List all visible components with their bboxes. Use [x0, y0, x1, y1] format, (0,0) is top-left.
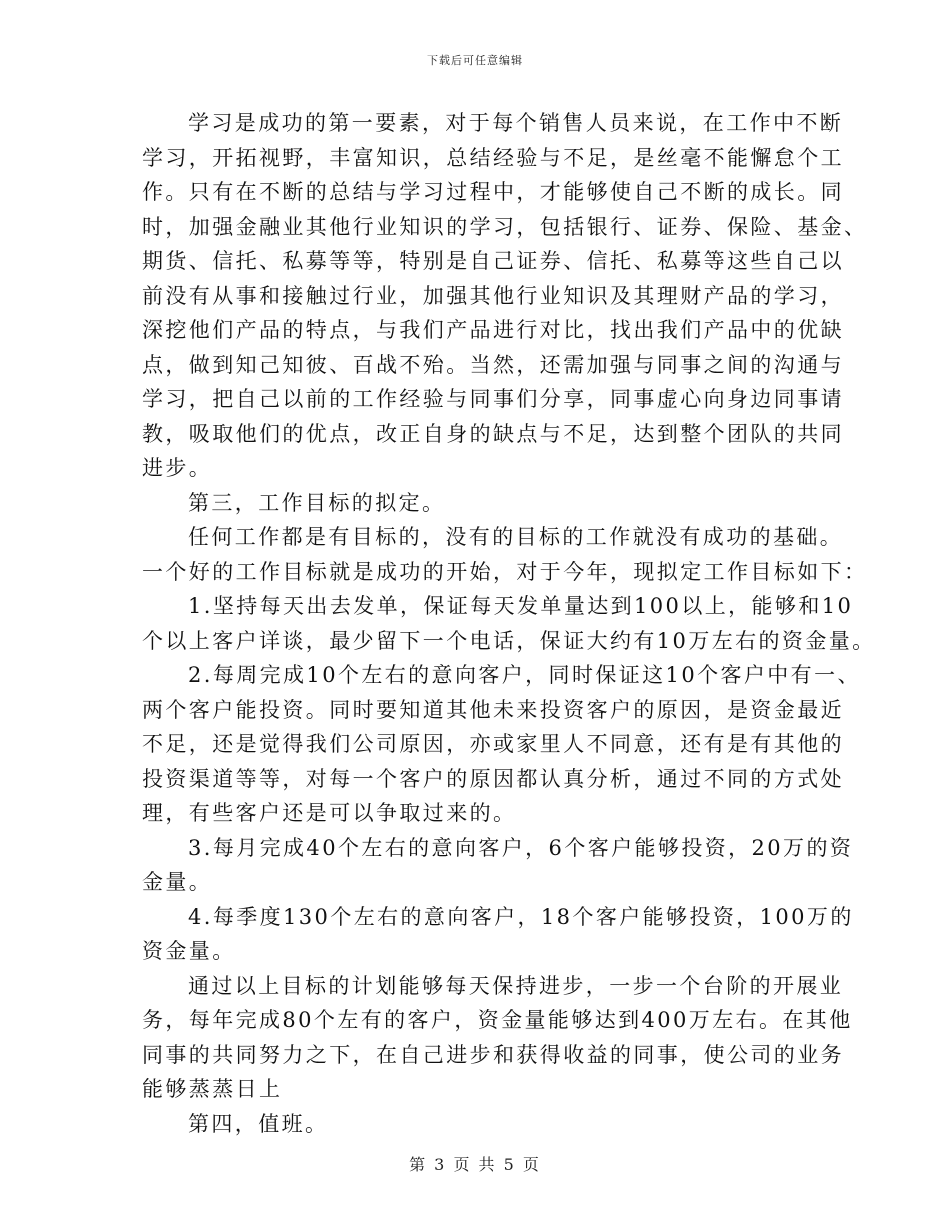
list-item-4: 4.每季度130个左右的意向客户，18个客户能够投资，100万的 [188, 904, 854, 929]
document-body [142, 106, 876, 1141]
text-line: 期货、信托、私募等等，特别是自己证券、信托、私募等这些自己以 [142, 249, 844, 273]
text-line: 教，吸取他们的优点，改正自身的缺点与不足，达到整个团队的共同 [142, 421, 844, 446]
page-header-note: 下载后可任意编辑 [427, 54, 523, 67]
text-line: 个以上客户详谈，最少留下一个电话，保证大约有10万左右的资金量。 [142, 628, 876, 653]
text-line: 学习，把自己以前的工作经验与同事们分享，同事虚心向身边同事请 [142, 387, 844, 411]
text-line: 不足，还是觉得我们公司原因，亦或家里人不同意，还有是有其他的 [142, 732, 844, 756]
text-line: 通过以上目标的计划能够每天保持进步，一步一个台阶的开展业 [188, 973, 844, 998]
text-line: 深挖他们产品的特点，与我们产品进行对比，找出我们产品中的优缺 [142, 318, 844, 342]
text-line: 点，做到知己知彼、百战不殆。当然，还需加强与同事之间的沟通与 [142, 352, 844, 377]
list-item-2: 2.每周完成10个左右的意向客户，同时保证这10个客户中有一、 [188, 663, 861, 687]
text-line: 务，每年完成80个左有的客户，资金量能够达到400万左右。在其他 [142, 1008, 853, 1032]
section-heading-duty: 第四，值班。 [188, 1111, 329, 1136]
text-line: 能够蒸蒸日上 [142, 1077, 283, 1101]
text-line: 理，有些客户还是可以争取过来的。 [142, 801, 517, 825]
text-line: 前没有从事和接触过行业，加强其他行业知识及其理财产品的学习， [142, 283, 844, 308]
text-line: 时，加强金融业其他行业知识的学习，包括银行、证券、保险、基金、 [142, 214, 868, 239]
text-line: 任何工作都是有目标的，没有的目标的工作就没有成功的基础。 [188, 525, 844, 549]
text-line: 学习，开拓视野，丰富知识，总结经验与不足，是丝毫不能懈怠个工 [142, 145, 844, 170]
text-line: 同事的共同努力之下，在自己进步和获得收益的同事，使公司的业务 [142, 1042, 844, 1067]
text-line: 学习是成功的第一要素，对于每个销售人员来说，在工作中不断 [188, 111, 844, 135]
text-line: 一个好的工作目标就是成功的开始，对于今年，现拟定工作目标如下： [142, 559, 868, 584]
section-heading-goals: 第三，工作目标的拟定。 [188, 490, 446, 515]
page-number-footer: 第 3 页 共 5 页 [409, 1155, 541, 1174]
list-item-1: 1.坚持每天出去发单，保证每天发单量达到100以上，能够和10 [188, 594, 854, 618]
text-line: 投资渠道等等，对每一个客户的原因都认真分析，通过不同的方式处 [142, 766, 844, 791]
text-line: 进步。 [142, 456, 213, 480]
list-item-3: 3.每月完成40个左右的意向客户，6个客户能够投资，20万的资 [188, 835, 854, 860]
text-line: 作。只有在不断的总结与学习过程中，才能够使自己不断的成长。同 [142, 180, 844, 204]
text-line: 资金量。 [142, 939, 236, 963]
text-line: 两个客户能投资。同时要知道其他未来投资客户的原因，是资金最近 [142, 697, 844, 722]
text-line: 金量。 [142, 870, 213, 894]
